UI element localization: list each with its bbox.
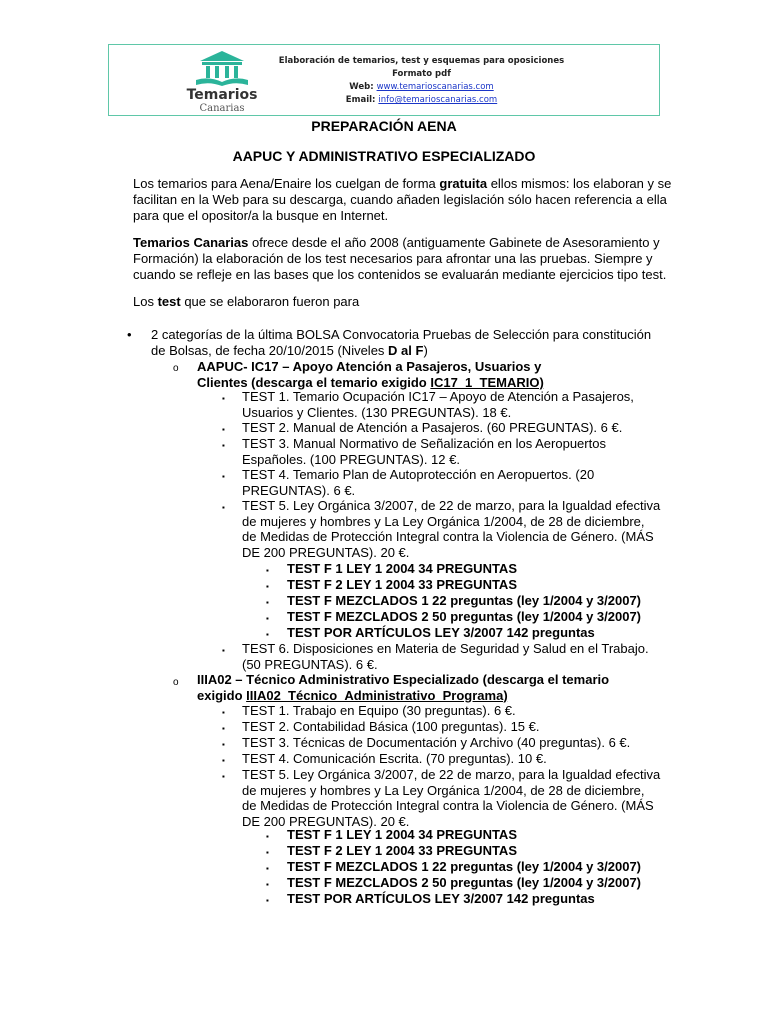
list-item-categories (151, 327, 661, 358)
intro-text-a: Los temarios para Aena/Enaire los cuelgan de forma (133, 176, 440, 191)
list-item: TEST F MEZCLADOS 2 50 preguntas (ley 1/2004 y 3/2007) (287, 875, 642, 890)
bullet-square: ▪ (222, 394, 225, 403)
bullet-square: ▪ (222, 425, 225, 434)
bullet-square: ▪ (266, 566, 269, 575)
bullet-square: ▪ (222, 756, 225, 765)
aapuc-download: Clientes (descarga el temario exigido (197, 374, 431, 390)
list-item: TEST F 1 LEY 1 2004 34 PREGUNTAS (287, 827, 517, 842)
web-label: Web: (349, 82, 377, 92)
list-item: TEST 5. Ley Orgánica 3/2007, de 22 de marzo, para la Igualdad efectiva de mujeres y hombres y La Ley Orgánica 1/2004, de 28 de diciembre, de Medidas de Protección Integral contra la Violencia de Género. (MÁS DE 200 PREGUNTAS). 20 €. (242, 498, 661, 560)
list-item: TEST 3. Manual Normativo de Señalización en los Aeropuertos Españoles. (100 PREGUNTAS). 12 €. (242, 436, 606, 467)
list-item: TEST F 1 LEY 1 2004 34 PREGUNTAS (287, 561, 517, 576)
list-item: TEST POR ARTÍCULOS LEY 3/2007 142 preguntas (287, 891, 595, 906)
iiia02-programa-link[interactable]: IIIA02_Técnico_Administrativo_Programa) (246, 687, 508, 703)
tests-intro-a: Los (133, 294, 158, 309)
list-item: TEST 5. Ley Orgánica 3/2007, de 22 de marzo, para la Igualdad efectiva de mujeres y hombres y La Ley Orgánica 1/2004, de 28 de diciembre, de Medidas de Protección Integral contra la Violencia de Género. (MÁS DE 200 PREGUNTAS). 20 €. (242, 767, 661, 829)
list-item: TEST F MEZCLADOS 1 22 preguntas (ley 1/2004 y 3/2007) (287, 859, 642, 874)
bullet-square: ▪ (222, 740, 225, 749)
aapuc-title: – Apoyo Atención a Pasajeros, Usuarios y (278, 359, 542, 374)
header-web (259, 81, 584, 94)
email-label: Email: (345, 95, 379, 105)
item1-text-c: ) (423, 342, 428, 358)
bullet-square: ▪ (222, 772, 225, 781)
aapuc-code: AAPUC- IC17 (197, 359, 279, 374)
tests-intro (133, 294, 673, 310)
web-link[interactable]: www.temarioscanarias.com (376, 82, 494, 92)
bullet-square: ▪ (266, 864, 269, 873)
iiia02-line-1 (197, 672, 637, 688)
item1-bold: D al F (388, 342, 424, 358)
logo-subtitle: Canarias (199, 103, 245, 114)
list-item: TEST 2. Contabilidad Básica (100 preguntas). 15 €. (242, 719, 540, 734)
tests-intro-c: que se elaboraron fueron para (180, 294, 360, 309)
header-email (259, 94, 584, 107)
company-paragraph (133, 235, 673, 283)
logo-name: Temarios (186, 87, 258, 103)
email-link[interactable]: info@temarioscanarias.com (378, 95, 498, 105)
company-name: Temarios Canarias (133, 235, 249, 250)
iiia02-heading (197, 672, 637, 703)
list-item: TEST 2. Manual de Atención a Pasajeros. (60 PREGUNTAS). 6 €. (242, 420, 623, 435)
bullet-square: ▪ (222, 708, 225, 717)
bullet-square: ▪ (266, 880, 269, 889)
bullet-circle: o (173, 677, 179, 688)
iiia02-title: – Técnico Administrativo Especializado (descarga el temario (231, 672, 610, 687)
aapuc-line-2 (197, 375, 637, 391)
bullet-square: ▪ (266, 832, 269, 841)
intro-bold: gratuita (439, 176, 488, 191)
bullet-square: ▪ (222, 724, 225, 733)
list-item: TEST POR ARTÍCULOS LEY 3/2007 142 preguntas (287, 625, 595, 640)
bullet-square: ▪ (222, 472, 225, 481)
header-line-1: Elaboración de temarios, test y esquemas para oposiciones (278, 56, 565, 66)
list-item: TEST 1. Temario Ocupación IC17 – Apoyo de Atención a Pasajeros, Usuarios y Clientes. (130 PREGUNTAS). 18 €. (242, 389, 634, 420)
iiia02-code: IIIA02 (197, 672, 232, 687)
bullet-square: ▪ (266, 630, 269, 639)
bullet-square: ▪ (222, 646, 225, 655)
iiia02-line-2 (197, 688, 637, 704)
bullet-circle: o (173, 363, 179, 374)
tests-intro-bold: test (157, 294, 181, 309)
page-subtitle: AAPUC Y ADMINISTRATIVO ESPECIALIZADO (232, 148, 536, 164)
bullet-square: ▪ (266, 614, 269, 623)
company-text: ofrece desde el año 2008 (antiguamente Gabinete de Asesoramiento y Formación) la elaboración de los test necesarios para afrontar una las pruebas. Siempre y cuando se refleje en las bases que los contenidos se evaluarán mediante ejercicios tipo test. (133, 235, 667, 282)
aapuc-temario-link[interactable]: IC17_1_TEMARIO) (430, 374, 544, 390)
iiia02-download: exigido (197, 687, 247, 703)
header-box (108, 44, 660, 116)
aapuc-line-1 (197, 359, 637, 375)
list-item: TEST F 2 LEY 1 2004 33 PREGUNTAS (287, 577, 517, 592)
bullet-square: ▪ (222, 503, 225, 512)
bullet-square: ▪ (266, 848, 269, 857)
bullet-square: ▪ (222, 441, 225, 450)
header-line-2: Formato pdf (392, 69, 451, 79)
header-info (259, 55, 584, 107)
intro-text-c: ellos mismos: los elaboran y se facilitan en la Web para su descarga, cuando añaden legislación sólo hacen referencia a ella para que el opositor/a la busque en Internet. (133, 176, 672, 223)
bullet-square: ▪ (266, 896, 269, 905)
bullet-dot: • (127, 327, 132, 342)
list-item: TEST F MEZCLADOS 1 22 preguntas (ley 1/2004 y 3/2007) (287, 593, 642, 608)
list-item: TEST F 2 LEY 1 2004 33 PREGUNTAS (287, 843, 517, 858)
page-title: PREPARACIÓN AENA (311, 118, 457, 134)
list-item: TEST 4. Temario Plan de Autoprotección en Aeropuertos. (20 PREGUNTAS). 6 €. (242, 467, 595, 498)
list-item: TEST F MEZCLADOS 2 50 preguntas (ley 1/2004 y 3/2007) (287, 609, 642, 624)
bullet-square: ▪ (266, 598, 269, 607)
list-item: TEST 3. Técnicas de Documentación y Archivo (40 preguntas). 6 €. (242, 735, 631, 750)
item1-text-a: 2 categorías de la última BOLSA Convocatoria Pruebas de Selección para constitución de Bolsas, de fecha 20/10/2015 (Niveles (151, 327, 652, 358)
list-item: TEST 6. Disposiciones en Materia de Seguridad y Salud en el Trabajo. (50 PREGUNTAS). 6 €. (242, 641, 649, 672)
aapuc-heading (197, 359, 637, 390)
bullet-square: ▪ (266, 582, 269, 591)
list-item: TEST 1. Trabajo en Equipo (30 preguntas). 6 €. (242, 703, 516, 718)
list-item: TEST 4. Comunicación Escrita. (70 preguntas). 10 €. (242, 751, 547, 766)
temple-icon (194, 49, 250, 87)
intro-paragraph (133, 176, 673, 224)
